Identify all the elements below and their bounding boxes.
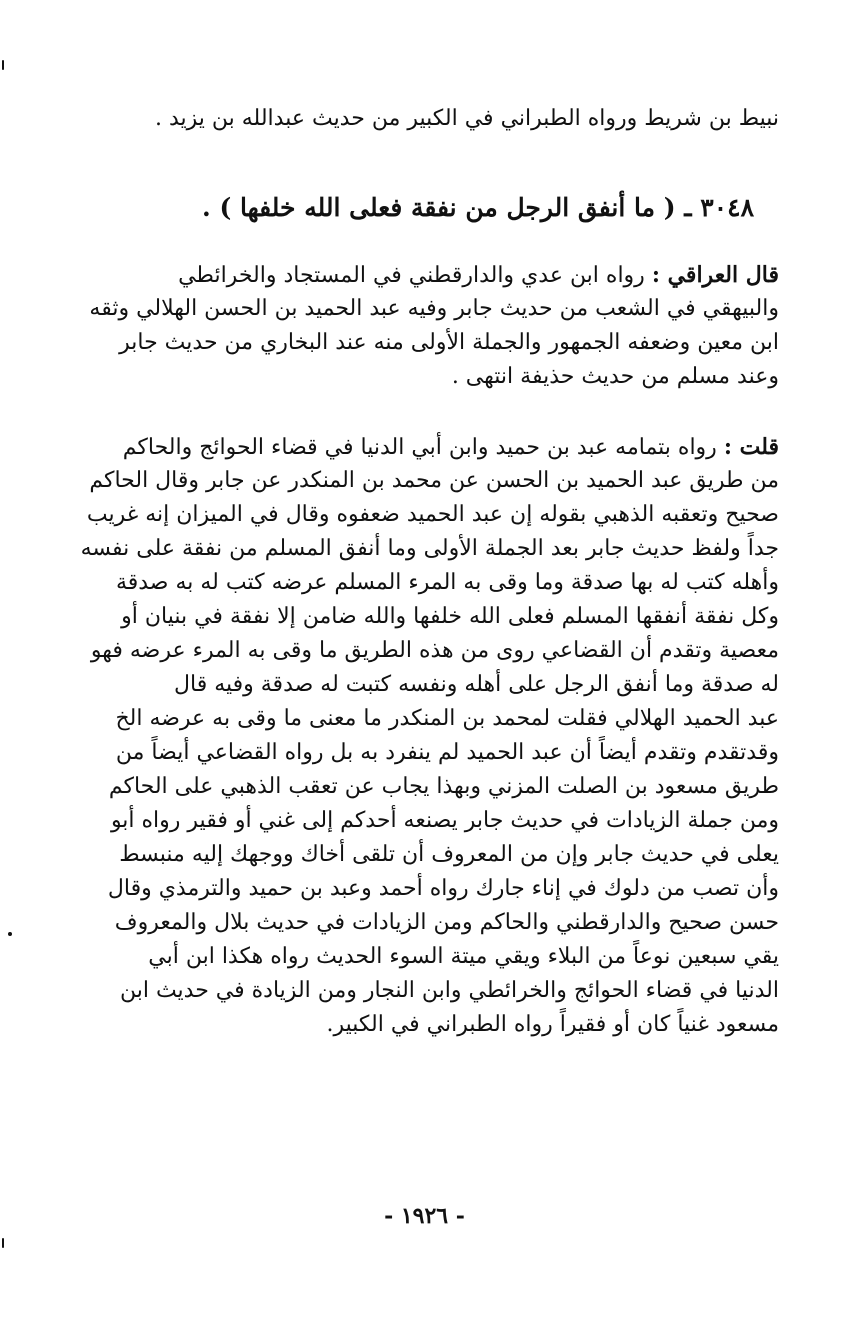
iraqi-line-0 [71,258,779,292]
iraqi-line-last: وعند مسلم من حديث حذيفة انتهى . [451,364,779,389]
qultu-line: يعلى في حديث جابر وإن من المعروف أن تلقى أخاك ووجهك إليه منبسط [119,842,779,867]
qultu-line-0 [71,430,779,464]
qultu-line: من طريق عبد الحميد بن الحسن عن محمد بن المنكدر عن جابر وقال الحاكم [89,468,779,493]
iraqi-first-line: رواه ابن عدي والدارقطني في المستجاد والخرائطي [178,263,645,288]
qultu-line: يقي سبعين نوعاً من البلاء ويقي ميتة السوء الحديث رواه هكذا ابن أبي [148,944,779,969]
page-number: - ١٩٢٦ - [384,1203,465,1229]
margin-speck [2,60,4,70]
iraqi-line: ابن معين وضعفه الجمهور والجملة الأولى منه عند البخاري من حديث جابر [119,330,779,355]
qultu-line: عبد الحميد الهلالي فقلت لمحمد بن المنكدر ما معنى ما وقى به عرضه الخ [115,706,779,731]
qultu-line: وقدتقدم وتقدم أيضاً أن عبد الحميد لم ينفرد به بل رواه القضاعي أيضاً من [115,740,779,765]
margin-speck [2,1238,4,1248]
iraqi-paragraph [71,258,779,394]
qultu-line: حسن صحيح والدارقطني والحاكم ومن الزيادات في حديث بلال والمعروف [114,910,779,935]
qultu-line-last: مسعود غنياً كان أو فقيراً رواه الطبراني في الكبير. [326,1012,779,1037]
qultu-lead: قلت : [723,434,779,460]
qultu-line: ومن جملة الزيادات في حديث جابر يصنعه أحدكم إلى غني أو فقير رواه أبو [110,808,779,833]
hadith-heading: ٣٠٤٨ ـ ( ما أنفق الرجل من نفقة فعلى الله خلفها ) . [202,193,754,222]
iraqi-lead: قال العراقي : [651,262,779,288]
margin-speck [8,932,12,936]
top-line: نبيط بن شريط ورواه الطبراني في الكبير من حديث عبدالله بن يزيد . [154,106,779,131]
iraqi-line: والبيهقي في الشعب من حديث جابر وفيه عبد الحميد بن الحسن الهلالي وثقه [89,296,779,321]
qultu-line: وأهله كتب له بها صدقة وما وقى به المرء المسلم عرضه كتب له به صدقة [115,570,779,595]
qultu-first-line: رواه بتمامه عبد بن حميد وابن أبي الدنيا في قضاء الحوائج والحاكم [122,435,717,460]
qultu-line: وكل نفقة أنفقها المسلم فعلى الله خلفها والله ضامن إلا نفقة في بنيان أو [121,604,779,629]
qultu-paragraph [71,430,779,1042]
qultu-line: معصية وتقدم أن القضاعي روى من هذه الطريق ما وقى به المرء عرضه فهو [90,638,779,663]
continuation-paragraph [71,102,779,136]
qultu-line: جداً ولفظ حديث جابر بعد الجملة الأولى وما أنفق المسلم من نفقة على نفسه [80,536,779,561]
qultu-line: له صدقة وما أنفق الرجل على أهله ونفسه كتبت له صدقة وفيه قال [174,672,779,697]
qultu-line: طريق مسعود بن الصلت المزني وبهذا يجاب عن تعقب الذهبي على الحاكم [108,774,779,799]
qultu-line: الدنيا في قضاء الحوائج والخرائطي وابن النجار ومن الزيادة في حديث ابن [119,978,779,1003]
qultu-line: صحيح وتعقبه الذهبي بقوله إن عبد الحميد ضعفوه وقال في الميزان إنه غريب [86,502,779,527]
qultu-line: وأن تصب من دلوك في إناء جارك رواه أحمد وعبد بن حميد والترمذي وقال [107,876,779,901]
